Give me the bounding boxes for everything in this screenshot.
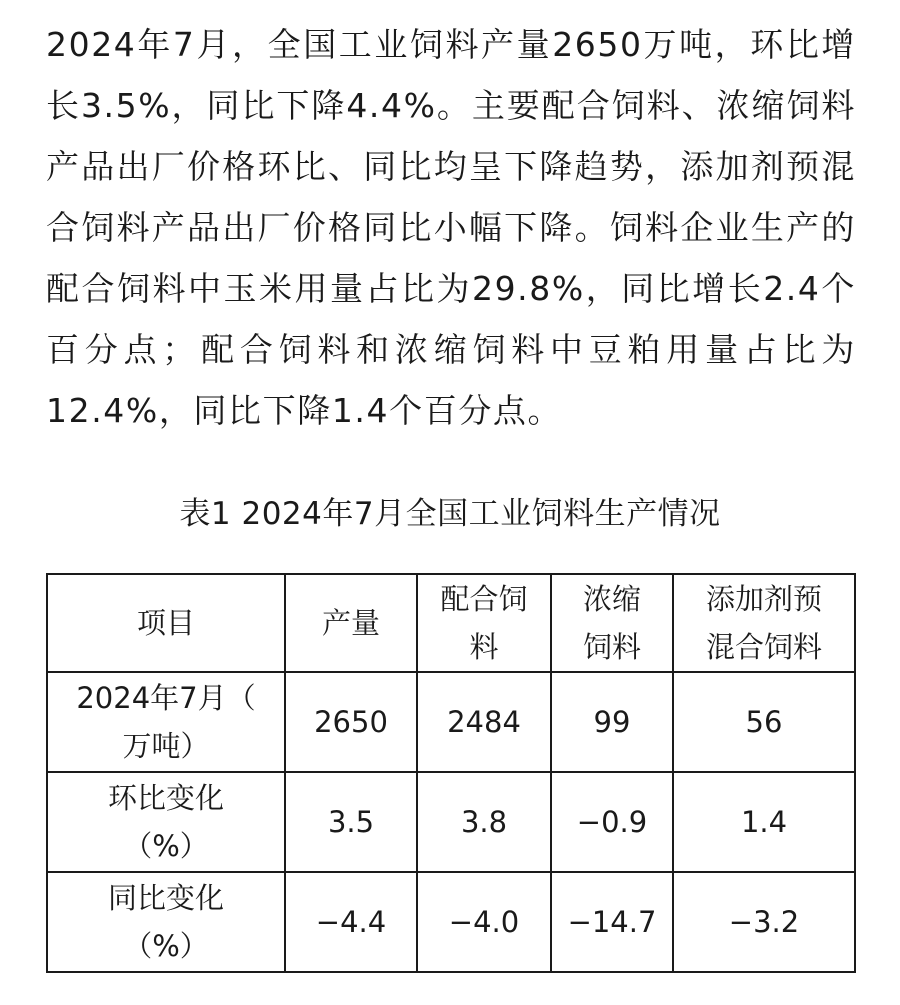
table-cell: −4.4 [285,872,417,972]
row-label: 同比变化 （%） [47,872,285,972]
header-premix-feed: 添加剂预 混合饲料 [673,574,855,672]
table-caption: 表1 2024年7月全国工业饲料生产情况 [179,496,721,532]
table-cell: −4.0 [417,872,551,972]
table-cell: 56 [673,672,855,772]
row-label: 2024年7月（ 万吨） [47,672,285,772]
table-cell: −14.7 [551,872,673,972]
table-cell: −3.2 [673,872,855,972]
body-paragraph: 2024年7月，全国工业饲料产量2650万吨，环比增长3.5%，同比下降4.4%。主要配合饲料、浓缩饲料产品出厂价格环比、同比均呈下降趋势，添加剂预混合饲料产品出厂价格同比小幅下降。饲料企业生产的配合饲料中玉米用量占比为29.8%，同比增长2.4个百分点；配合饲料和浓缩饲料中豆粕用量占比为12.4%，同比下降1.4个百分点。 [46,25,856,430]
header-item: 项目 [47,574,285,672]
table-row [47,672,855,772]
table-cell: 3.5 [285,772,417,872]
table-cell: 99 [551,672,673,772]
header-concentrated-feed: 浓缩 饲料 [551,574,673,672]
header-compound-feed: 配合饲 料 [417,574,551,672]
table-header-row [47,574,855,672]
table-cell: −0.9 [551,772,673,872]
row-label: 环比变化 （%） [47,772,285,872]
table-cell: 2484 [417,672,551,772]
table-row [47,872,855,972]
feed-production-table [46,573,856,973]
table-cell: 2650 [285,672,417,772]
header-output: 产量 [285,574,417,672]
table-cell: 1.4 [673,772,855,872]
table-row [47,772,855,872]
table-cell: 3.8 [417,772,551,872]
